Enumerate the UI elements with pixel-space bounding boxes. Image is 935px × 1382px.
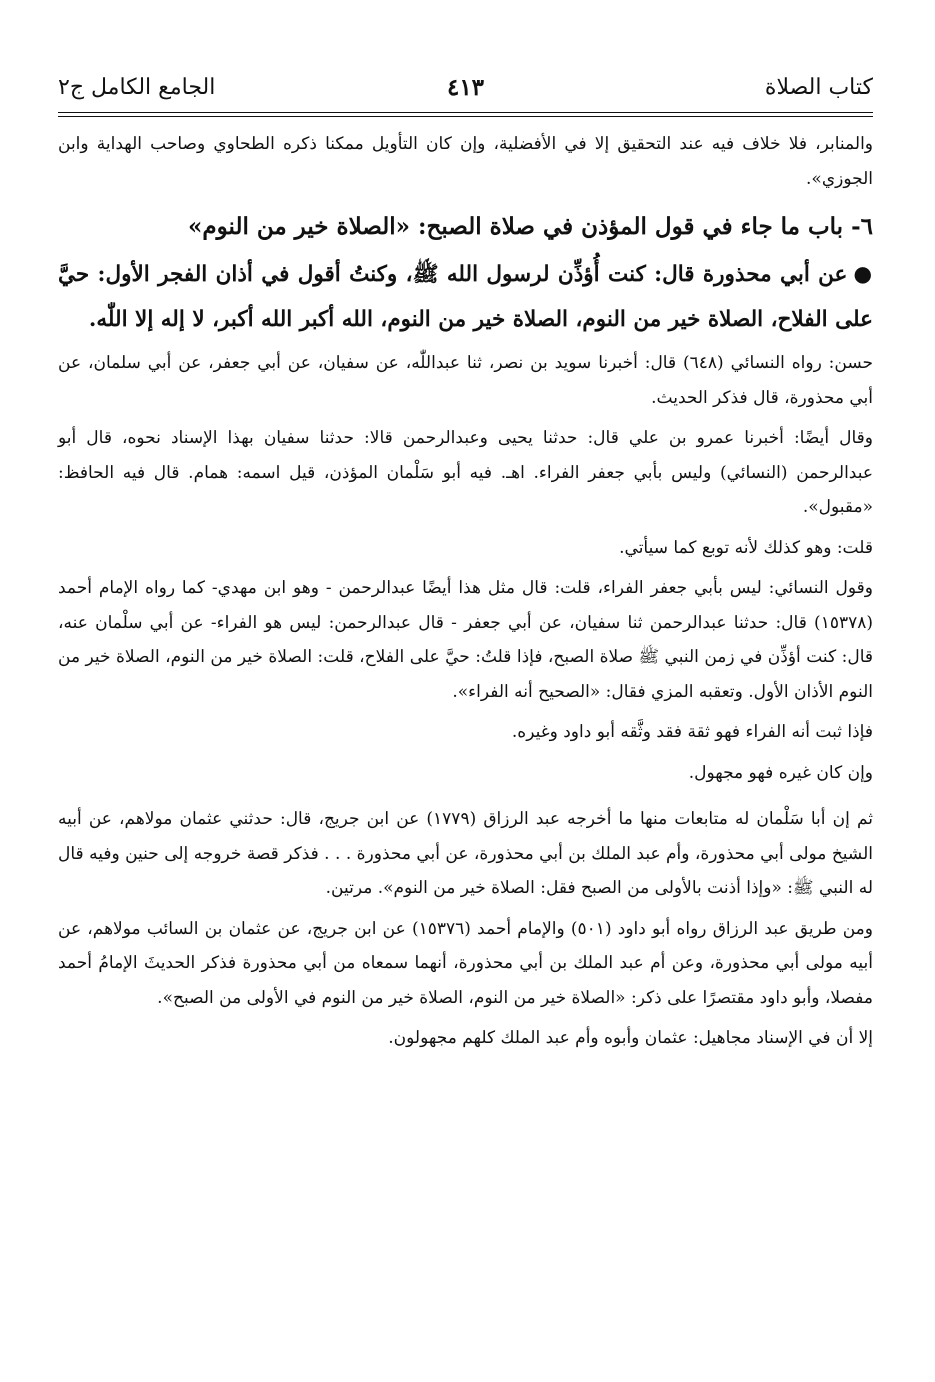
commentary-paragraph: وإن كان غيره فهو مجهول. [688,762,873,783]
commentary-paragraph: إلا أن في الإسناد مجاهيل: عثمان وأبوه وأم عبد الملك كلهم مجهولون. [388,1028,873,1048]
intro-paragraph: والمنابر، فلا خلاف فيه عند التحقيق إلا في الأفضلية، وإن كان التأويل ممكنا ذكره الطحاوي وصاحب الهداية وابن الجوزي». [58,134,873,189]
commentary-paragraph: قلت: وهو كذلك لأنه توبع كما سيأتي. [619,537,873,558]
running-header [58,62,873,112]
chapter-title: ٦- باب ما جاء في قول المؤذن في صلاة الصبح: «الصلاة خير من النوم» [188,213,873,240]
book-volume-title: الجامع الكامل ج٢ [58,74,216,100]
commentary-paragraph: فإذا ثبت أنه الفراء فهو ثقة فقد وثَّقه أبو داود وغيره. [511,722,873,742]
bullet-icon: ● [853,262,873,287]
hadith-text [58,252,873,342]
commentary-paragraph: ثم إن أبا سَلْمان له متابعات منها ما أخرجه عبد الرزاق (١٧٧٩) عن ابن جريج، قال: حدثني عثمان مولاهم، عن أبيه الشيخ مولى أبي محذورة، وأم عبد الملك بن أبي محذورة، عن أبي محذورة . . . فذكر قصة خروجه إلى حنين وفيه قال له النبي ﷺ: «وإذا أذنت بالأولى من الصبح فقل: الصلاة خير من النوم». مرتين. [58,809,874,898]
page-number: ٤١٣ [446,73,485,101]
commentary-paragraph: ومن طريق عبد الرزاق رواه أبو داود (٥٠١) والإمام أحمد (١٥٣٧٦) عن ابن جريج، عن عثمان بن السائب مولاهم، عن أبيه مولى أبي محذورة، وعن أم عبد الملك بن أبي محذورة، أنهما سمعاه من أبي محذورة فذكر الحديثَ الإمامُ أحمد مفصلا، وأبو داود مقتصرًا على ذكر: «الصلاة خير من النوم، الصلاة خير من النوم في الأولى من الصبح». [58,918,873,1008]
hadith-body: عن أبي محذورة قال: كنت أُؤذِّن لرسول الله ﷺ، وكنتُ أقول في أذان الفجر الأول: حيَّ على الفلاح، الصلاة خير من النوم، الصلاة خير من النوم، الله أكبر الله أكبر، لا إله إلا اللّٰه. [58,262,873,332]
commentary-paragraph: وقول النسائي: ليس بأبي جعفر الفراء، قلت: قال مثل هذا أيضًا عبدالرحمن - وهو ابن مهدي- كما رواه الإمام أحمد (١٥٣٧٨) قال: حدثنا عبدالرحمن ثنا سفيان، عن أبي جعفر - قال عبدالرحمن: ليس هو الفراء- عن أبي سلْمان عنه، قال: كنت أؤذِّن في زمن النبي ﷺ صلاة الصبح، فإذا قلتُ: حيَّ على الفلاح، قلت: الصلاة خير من النوم، الصلاة خير من النوم الأذان الأول. وتعقبه المزي فقال: «الصحيح أنه الفراء». [58,578,873,702]
book-section-title: كتاب الصلاة [764,74,873,100]
header-rule [58,112,873,117]
commentary-paragraph: وقال أيضًا: أخبرنا عمرو بن علي قال: حدثنا يحيى وعبدالرحمن قالا: حدثنا سفيان بهذا الإسناد نحوه، قال أبو عبدالرحمن (النسائي) وليس بأبي جعفر الفراء. اهـ. فيه أبو سَلْمان المؤذن، قيل اسمه: همام. قال فيه الحافظ: «مقبول». [58,428,873,517]
book-page [58,62,873,1362]
commentary-paragraph: حسن: رواه النسائي (٦٤٨) قال: أخبرنا سويد بن نصر، ثنا عبداللّٰه، عن سفيان، عن أبي جعفر، عن أبي سلمان، عن أبي محذورة، قال فذكر الحديث. [58,353,874,408]
